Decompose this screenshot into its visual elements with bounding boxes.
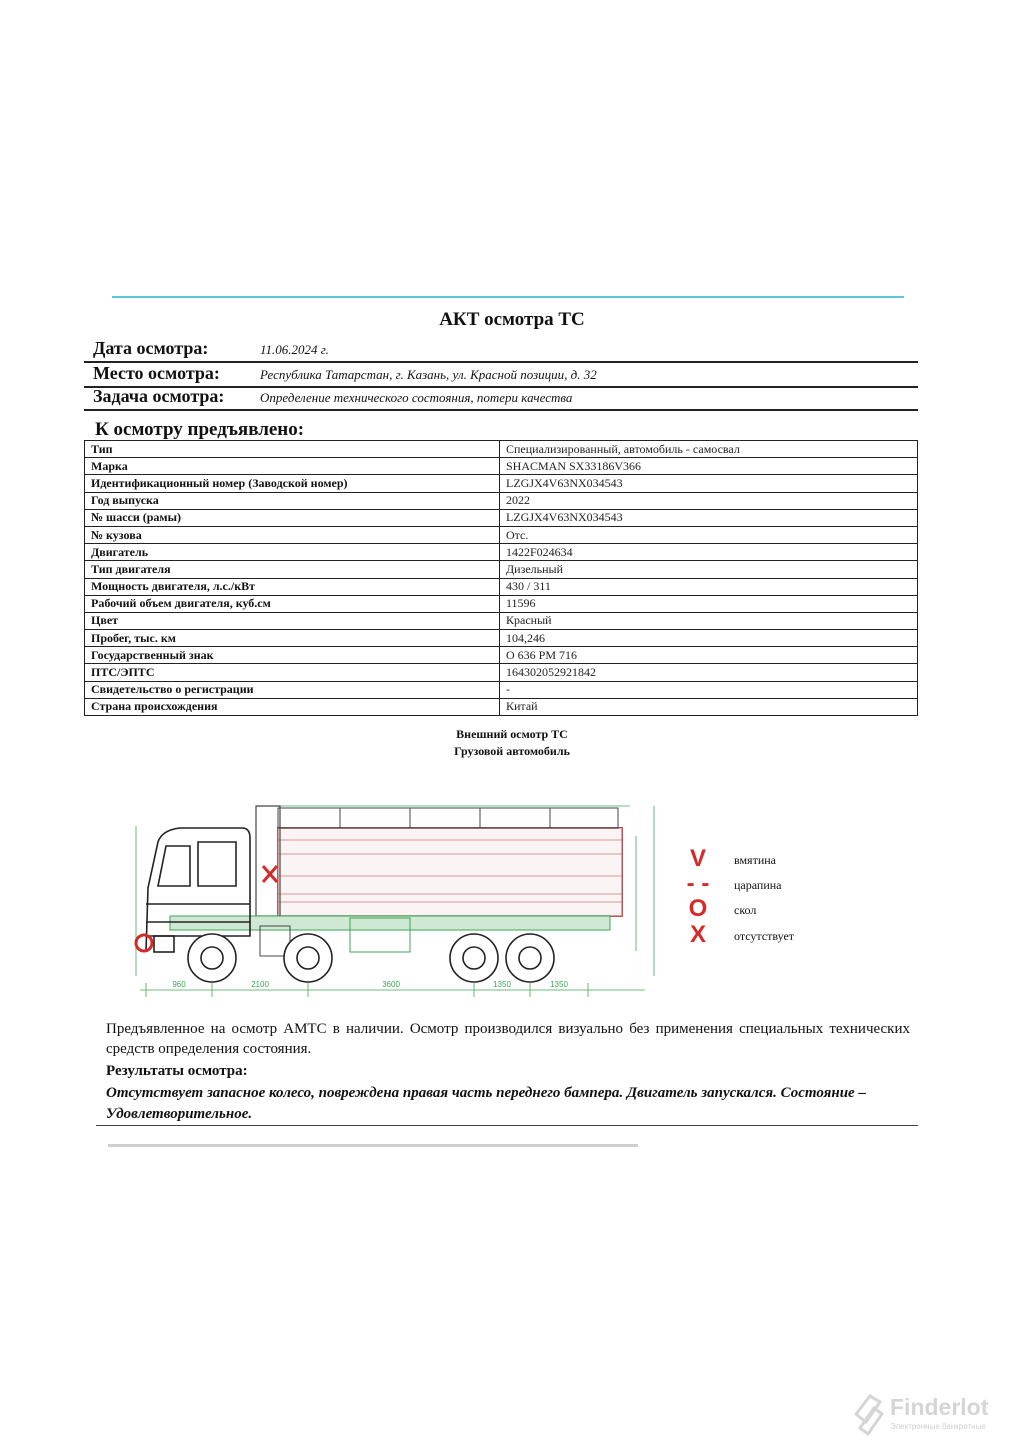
table-row [85,526,918,543]
spec-value: Красный [500,612,918,629]
presented-heading: К осмотру предъявлено: [95,419,305,440]
dimension-label: 960 [172,980,186,989]
table-row [85,612,918,629]
spec-key: № шасси (рамы) [85,509,500,526]
inspection-task-row [84,385,918,411]
truck-cab [146,828,250,952]
bottom-divider [96,1125,918,1126]
spec-key: Страна происхождения [85,698,500,715]
vehicle-caption: Грузовой автомобиль [454,744,570,758]
legend-label: вмятина [734,853,776,867]
spec-value: SHACMAN SX33186V366 [500,458,918,475]
dimension-label: 3600 [382,980,400,989]
inspection-paragraph: Предъявленное на осмотр АМТС в наличии. Осмотр производился визуально без применения специальных технических средств определения состояния. [106,1021,910,1057]
table-row [85,475,918,492]
table-row [85,630,918,647]
table-row [85,441,918,458]
spec-key: Двигатель [85,544,500,561]
inspection-place-label: Место осмотра: [93,363,220,383]
cargo-body [256,806,622,916]
results-heading: Результаты осмотра: [106,1063,248,1079]
dent-mark-icon: V [689,845,706,872]
faded-footer-line [108,1144,638,1147]
inspection-date-row [84,337,918,363]
dimension-label: 2100 [251,980,269,989]
finderlot-logo-icon [852,1392,886,1436]
spec-key: Свидетельство о регистрации [85,681,500,698]
spec-value: 430 / 311 [500,578,918,595]
spec-value: LZGJX4V63NX034543 [500,475,918,492]
table-row [85,698,918,715]
spec-key: Тип [85,441,500,458]
wheels [188,934,554,982]
spec-value: Китай [500,698,918,715]
table-row [85,492,918,509]
spec-key: Пробег, тыс. км [85,630,500,647]
table-row [85,509,918,526]
spec-key: № кузова [85,526,500,543]
spec-key: Год выпуска [85,492,500,509]
dimension-label: 1350 [550,980,568,989]
spec-value: 164302052921842 [500,664,918,681]
table-row [85,595,918,612]
missing-mark-icon: X [689,921,706,948]
spec-value: LZGJX4V63NX034543 [500,509,918,526]
chip-mark-icon: O [688,895,708,922]
inspection-date-label: Дата осмотра: [93,338,209,358]
table-row [85,664,918,681]
spec-value: 2022 [500,492,918,509]
vehicle-spec-table [84,440,918,716]
table-row [85,544,918,561]
watermark-name: Finderlot [890,1394,989,1420]
watermark [852,1392,1022,1442]
spec-key: Марка [85,458,500,475]
scratch-mark-icon: - - [686,870,710,897]
spec-key: Государственный знак [85,647,500,664]
spec-value: 1422F024634 [500,544,918,561]
inspection-date-value: 11.06.2024 г. [260,342,329,357]
inspection-place-value: Республика Татарстан, г. Казань, ул. Красной позиции, д. 32 [260,367,597,382]
inspection-task-value: Определение технического состояния, потери качества [260,390,573,405]
legend-label: скол [734,903,757,917]
watermark-subtitle: Электронные банкротные [890,1422,986,1431]
legend-missing [684,922,884,948]
table-row [85,647,918,664]
legend-chip [684,896,884,922]
spec-value: Дизельный [500,561,918,578]
spec-key: Мощность двигателя, л.с./кВт [85,578,500,595]
inspection-task-label: Задача осмотра: [93,386,225,406]
spec-value: О 636 РМ 716 [500,647,918,664]
results-text: Отсутствует запасное колесо, повреждена правая часть переднего бампера. Двигатель запускался. Состояние – Удовлетворительное. [106,1085,866,1122]
spec-value: 11596 [500,595,918,612]
exterior-caption: Внешний осмотр ТС [456,727,568,741]
spec-value: Специализированный, автомобиль - самосвал [500,441,918,458]
spec-key: Идентификационный номер (Заводской номер) [85,475,500,492]
table-row [85,458,918,475]
spec-value: - [500,681,918,698]
spec-key: Тип двигателя [85,561,500,578]
dimension-label: 1350 [493,980,511,989]
top-divider [112,296,904,298]
legend-label: отсутствует [734,929,795,943]
legend-scratch [684,871,884,897]
truck-diagram [110,776,670,1010]
spec-key: Цвет [85,612,500,629]
table-row [85,681,918,698]
document-title: АКТ осмотра ТС [439,309,585,330]
table-row [85,578,918,595]
legend-label: царапина [734,878,782,892]
legend-dent [684,846,884,872]
spec-value: 104,246 [500,630,918,647]
spec-key: Рабочий объем двигателя, куб.см [85,595,500,612]
table-row [85,561,918,578]
spec-key: ПТС/ЭПТС [85,664,500,681]
spec-value: Отс. [500,526,918,543]
